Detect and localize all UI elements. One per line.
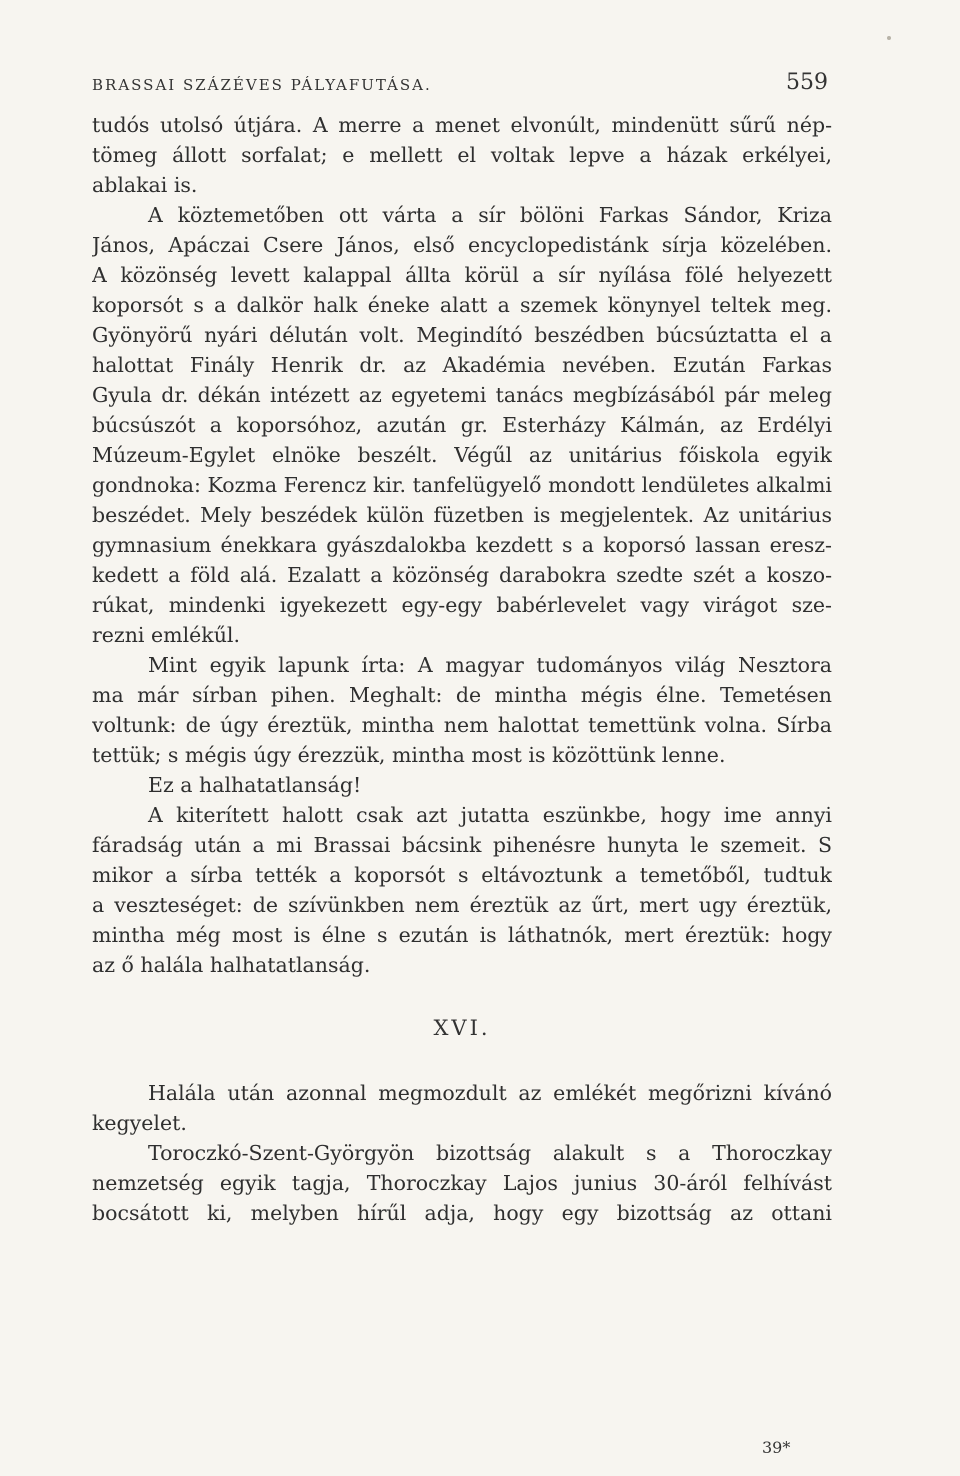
text-line: bocsátott ki, melyben hírűl adja, hogy egy bizottság az ottani (92, 1201, 832, 1225)
page-header (92, 70, 828, 100)
running-head: BRASSAI SZÁZÉVES PÁLYAFUTÁSA. (92, 76, 432, 94)
text-line: ablakai is. (92, 173, 198, 197)
section-heading: XVI. (433, 1016, 491, 1040)
text-line: rúkat, mindenki igyekezett egy-egy babérlevelet vagy virágot sze- (92, 593, 832, 617)
text-line: kegyelet. (92, 1111, 187, 1135)
text-line: Toroczkó-Szent-Györgyön bizottság alakult s a Thoroczkay (148, 1141, 832, 1165)
text-line: nemzetség egyik tagja, Thoroczkay Lajos junius 30-áról felhívást (92, 1171, 832, 1195)
page-number: 559 (786, 70, 828, 95)
text-line: voltunk: de úgy éreztük, mintha nem halottat temettünk volna. Sírba (92, 713, 832, 737)
text-line: Gyula dr. dékán intézett az egyetemi tanács megbízásából pár meleg (92, 383, 832, 407)
body-text (92, 110, 832, 1228)
text-line: ma már sírban pihen. Meghalt: de mintha mégis élne. Temetésen (92, 683, 832, 707)
text-line: Múzeum-Egylet elnöke beszélt. Végűl az unitárius főiskola egyik (92, 443, 832, 467)
text-line: tömeg állott sorfalat; e mellett el voltak lepve a házak erkélyei, (92, 143, 832, 167)
page-speck (887, 36, 891, 40)
text-line: Halála után azonnal megmozdult az emlékét megőrizni kívánó (148, 1081, 832, 1105)
text-line: kedett a föld alá. Ezalatt a közönség darabokra szedte szét a koszo- (92, 563, 832, 587)
text-part-2 (92, 1078, 832, 1228)
text-line: tettük; s mégis úgy érezzük, mintha most is közöttünk lenne. (92, 743, 726, 767)
text-line: Ez a halhatatlanság! (148, 773, 362, 797)
text-line: mikor a sírba tették a koporsót s eltávoztunk a temetőből, tudtuk (92, 863, 832, 887)
text-line: mintha még most is élne s ezután is láthatnók, mert éreztük: hogy (92, 923, 832, 947)
signature-mark: 39* (762, 1438, 791, 1457)
text-line: Gyönyörű nyári délután volt. Megindító beszédben búcsúztatta el a (92, 323, 832, 347)
text-line: fáradság után a mi Brassai bácsink pihenésre hunyta le szemeit. S (92, 833, 832, 857)
text-line: A köztemetőben ott várta a sír bölöni Farkas Sándor, Kriza (148, 203, 832, 227)
text-line: a veszteséget: de szívünkben nem éreztük az űrt, mert ugy éreztük, (92, 893, 832, 917)
text-line: beszédet. Mely beszédek külön füzetben is megjelentek. Az unitárius (92, 503, 832, 527)
text-line: gymnasium énekkara gyászdalokba kezdett s a koporsó lassan eresz- (92, 533, 832, 557)
text-line: gondnoka: Kozma Ferencz kir. tanfelügyelő mondott lendületes alkalmi (92, 473, 832, 497)
text-line: tudós utolsó útjára. A merre a menet elvonúlt, mindenütt sűrű nép- (92, 113, 832, 137)
text-line: koporsót s a dalkör halk éneke alatt a szemek könynyel teltek meg. (92, 293, 832, 317)
text-line: A közönség levett kalappal állta körül a sír nyílása fölé helyezett (92, 263, 832, 287)
text-line: rezni emlékűl. (92, 623, 240, 647)
text-line: halottat Finály Henrik dr. az Akadémia nevében. Ezután Farkas (92, 353, 832, 377)
text-line: az ő halála halhatatlanság. (92, 953, 371, 977)
text-line: János, Apáczai Csere János, első encyclopedistánk sírja közelében. (92, 233, 832, 257)
text-line: A kiterített halott csak azt jutatta eszünkbe, hogy ime annyi (148, 803, 832, 827)
text-line: Mint egyik lapunk írta: A magyar tudományos világ Nesztora (148, 653, 832, 677)
text-part-1 (92, 110, 832, 980)
text-line: búcsúszót a koporsóhoz, azután gr. Esterházy Kálmán, az Erdélyi (92, 413, 832, 437)
